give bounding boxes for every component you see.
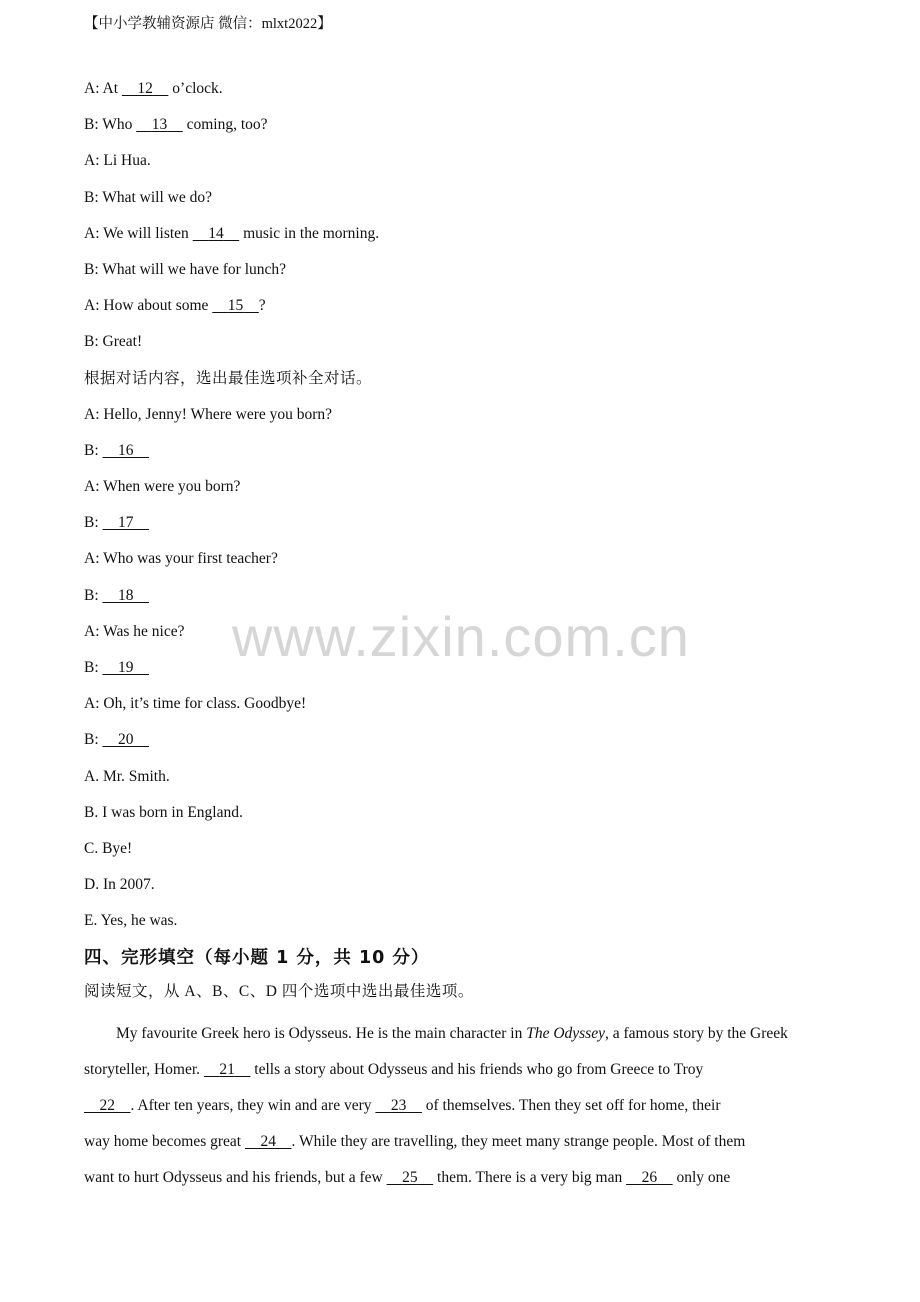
passage-line: 22 . After ten years, they win and are very 23 of themselves. Then they set off for home, their [84, 1088, 836, 1124]
dialogue-line: A: How about some 15 ? [84, 294, 836, 330]
dialogue-line: A: At 12 o’clock. [84, 77, 836, 113]
dialogue-line: A: Li Hua. [84, 152, 151, 170]
section-title: 四、完形填空（每小题 1 分，共 10 分） [84, 947, 430, 968]
option-item: A. Mr. Smith. [84, 767, 170, 785]
dialogue-line: B: 16 [84, 439, 836, 475]
blank-21: 21 [219, 1060, 235, 1078]
book-title: The Odyssey [526, 1024, 605, 1042]
blank-20: 20 [118, 731, 134, 749]
passage-line: way home becomes great 24 . While they are travelling, they meet many strange people. Most of them [84, 1124, 836, 1160]
dialogue-line: A: Hello, Jenny! Where were you born? [84, 405, 333, 423]
blank-17: 17 [118, 514, 134, 532]
watermark: www.zixin.com.cn [232, 605, 690, 668]
blank-22: 22 [99, 1097, 115, 1115]
option-item: D. In 2007. [84, 876, 155, 894]
blank-12: 12 [137, 80, 153, 97]
option-item: E. Yes, he was. [84, 912, 178, 930]
option-item: B. I was born in England. [84, 803, 243, 821]
blank-16: 16 [118, 441, 134, 459]
cloze-instruction: 阅读短文，从 A、B、C、D 四个选项中选出最佳选项。 [84, 982, 474, 1000]
dialogue-line: A: Oh, it’s time for class. Goodbye! [84, 695, 307, 713]
dialogue-line: B: 18 [84, 584, 836, 620]
dialogue-line: B: 19 [84, 656, 836, 692]
blank-25: 25 [402, 1169, 418, 1187]
option-item: C. Bye! [84, 839, 133, 857]
page-header: 【中小学教辅资源店 微信：mlxt2022】 [84, 16, 332, 32]
blank-15: 15 [227, 297, 244, 315]
passage-line: want to hurt Odysseus and his friends, but a few 25 them. There is a very big man 26 only one [84, 1160, 836, 1196]
blank-19: 19 [118, 659, 134, 676]
cloze-passage [84, 1016, 836, 1197]
answer-options [84, 765, 836, 946]
passage-line: storyteller, Homer. 21 tells a story about Odysseus and his friends who go from Greece to Troy [84, 1052, 836, 1088]
dialogue-line: B: What will we have for lunch? [84, 260, 287, 278]
instruction-text: 根据对话内容，选出最佳选项补全对话。 [84, 369, 373, 387]
passage-line: My favourite Greek hero is Odysseus. He is the main character in The Odyssey, a famous story by the Greek [116, 1024, 788, 1042]
dialogue-line: B: What will we do? [84, 188, 212, 206]
dialogue-line: B: 20 [84, 728, 836, 764]
dialogue-line: B: 17 [84, 511, 836, 547]
blank-14: 14 [208, 224, 224, 242]
dialogue-2 [84, 403, 836, 765]
blank-18: 18 [118, 586, 134, 604]
dialogue-line: B: Great! [84, 333, 143, 351]
blank-13: 13 [151, 116, 168, 134]
blank-24: 24 [260, 1133, 276, 1151]
blank-26: 26 [641, 1169, 658, 1187]
dialogue-line: B: Who 13 coming, too? [84, 113, 836, 149]
dialogue-1 [84, 77, 836, 367]
dialogue-line: A: When were you born? [84, 478, 241, 496]
dialogue-line: A: Who was your first teacher? [84, 550, 278, 568]
blank-23: 23 [390, 1097, 407, 1115]
dialogue-line: A: Was he nice? [84, 622, 185, 640]
dialogue-line: A: We will listen 14 music in the morning. [84, 222, 836, 258]
